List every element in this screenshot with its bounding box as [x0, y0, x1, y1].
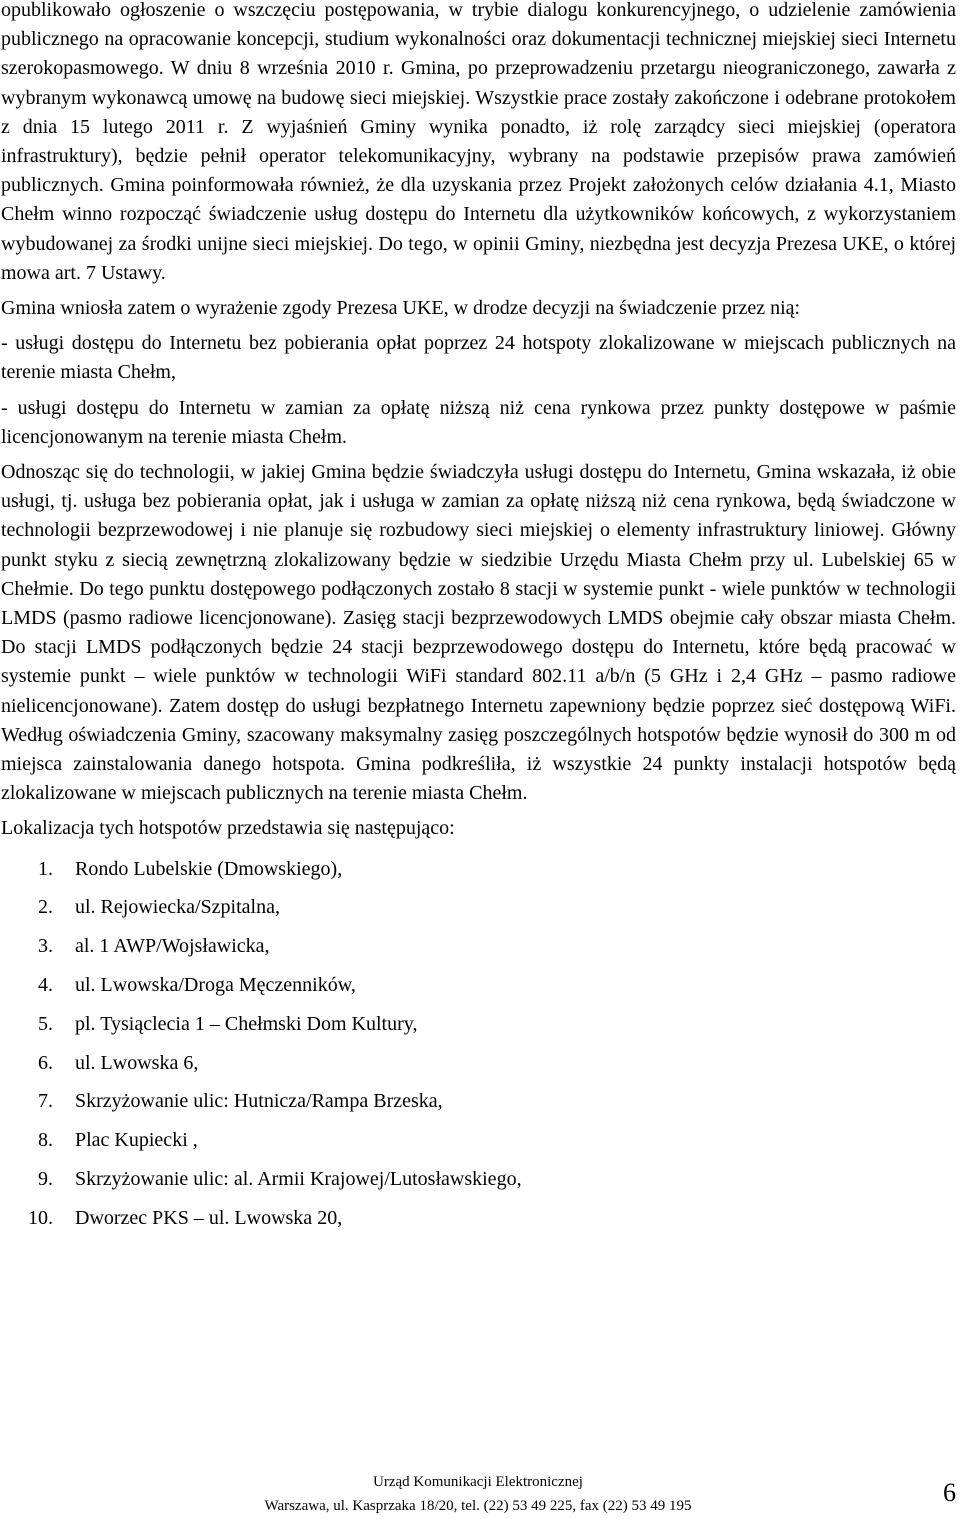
list-item-text: Skrzyżowanie ulic: Hutnicza/Rampa Brzeska,	[75, 1090, 443, 1113]
list-item-text: Skrzyżowanie ulic: al. Armii Krajowej/Lutosławskiego,	[75, 1168, 522, 1191]
list-item-number: 10.	[28, 1206, 53, 1229]
list-item-text: ul. Lwowska/Droga Męczenników,	[75, 974, 356, 997]
hotspot-location-list	[1, 850, 956, 1238]
list-item	[1, 850, 956, 889]
paragraph-technology: Odnosząc się do technologii, w jakiej Gmina będzie świadczyła usługi dostępu do Internetu, Gmina wskazała, iż obie usługi, tj. usługa bez pobierania opłat, jak i usługa w zamian za opłatę niższą niż cena rynkowa, będą świadczone w technologii bezprzewodowej i nie planuje się rozbudowy sieci miejskiej o elementy infrastruktury liniowej. Główny punkt styku z siecią zewnętrzną zlokalizowany będzie w siedzibie Urzędu Miasta Chełm przy ul. Lubelskiej 65 w Chełmie. Do tego punktu dostępowego podłączonych zostało 8 stacji w systemie punkt - wiele punktów w technologii LMDS (pasmo radiowe licencjonowane). Zasięg stacji bezprzewodowych LMDS obejmie cały obszar miasta Chełm. Do stacji LMDS podłączonych będzie 24 stacji bezprzewodowego dostępu do Internetu, które będą pracować w systemie punkt – wiele punktów w technologii WiFi standard 802.11 a/b/n (5 GHz i 2,4 GHz – pasmo radiowe nielicencjonowane). Zatem dostęp do usługi bezpłatnego Internetu zapewniony będzie poprzez sieć dostępową WiFi. Według oświadczenia Gminy, szacowany maksymalny zasięg poszczególnych hotspotów będzie wynosił do 300 m od miejsca zainstalowania danego hotspota. Gmina podkreśliła, iż wszystkie 24 punkty instalacji hotspotów będą zlokalizowane w miejscach publicznych na terenie miasta Chełm.	[1, 461, 956, 805]
footer-address: Warszawa, ul. Kasprzaka 18/20, tel. (22) 53 49 225, fax (22) 53 49 195	[264, 1498, 692, 1514]
list-item	[1, 927, 956, 966]
list-item-number: 1.	[38, 857, 53, 880]
list-item	[1, 1121, 956, 1160]
page-number: 6	[943, 1478, 956, 1507]
list-item	[1, 1199, 956, 1238]
list-item-number: 3.	[38, 935, 53, 958]
list-item	[1, 1082, 956, 1121]
paragraph-locations-intro: Lokalizacja tych hotspotów przedstawia się następująco:	[1, 817, 455, 840]
paragraph-procurement: opublikowało ogłoszenie o wszczęciu postępowania, w trybie dialogu konkurencyjnego, o udzielenie zamówienia publicznego na opracowanie koncepcji, studium wykonalności oraz dokumentacji technicznej miejskiej sieci Internetu szerokopasmowego. W dniu 8 września 2010 r. Gmina, po przeprowadzeniu przetargu nieograniczonego, zawarła z wybranym wykonawcą umowę na budowę sieci miejskiej. Wszystkie prace zostały zakończone i odebrane protokołem z dnia 15 lutego 2011 r. Z wyjaśnień Gminy wynika ponadto, iż rolę zarządcy sieci miejskiej (operatora infrastruktury), będzie pełnił operator telekomunikacyjny, wybrany na podstawie przepisów prawa zamówień publicznych. Gmina poinformowała również, że dla uzyskania przez Projekt założonych celów działania 4.1, Miasto Chełm winno rozpocząć świadczenie usług dostępu do Internetu dla użytkowników końcowych, z wykorzystaniem wybudowanej za środki unijne sieci miejskiej. Do tego, w opinii Gminy, niezbędna jest decyzja Prezesa UKE, o której mowa art. 7 Ustawy.	[1, 0, 956, 284]
list-item-number: 4.	[38, 974, 53, 997]
list-item	[1, 1160, 956, 1199]
paragraph-request: Gmina wniosła zatem o wyrażenie zgody Prezesa UKE, w drodze decyzji na świadczenie przez nią:	[1, 297, 801, 320]
list-item-text: Plac Kupiecki ,	[75, 1129, 198, 1152]
page-footer	[0, 1473, 960, 1519]
list-item-number: 8.	[38, 1129, 53, 1152]
list-item-text: Dworzec PKS – ul. Lwowska 20,	[75, 1206, 343, 1229]
list-item-number: 2.	[38, 896, 53, 919]
paragraph-free-service: - usługi dostępu do Internetu bez pobierania opłat poprzez 24 hotspoty zlokalizowane w miejscach publicznych na terenie miasta Chełm,	[1, 332, 956, 384]
list-item-number: 7.	[38, 1090, 53, 1113]
list-item	[1, 966, 956, 1005]
paragraph-paid-service: - usługi dostępu do Internetu w zamian za opłatę niższą niż cena rynkowa przez punkty dostępowe w paśmie licencjonowanym na terenie miasta Chełm.	[1, 396, 956, 448]
list-item	[1, 888, 956, 927]
list-item-text: Rondo Lubelskie (Dmowskiego),	[75, 857, 343, 880]
document-body	[1, 0, 956, 1238]
footer-institution: Urząd Komunikacji Elektronicznej	[373, 1474, 583, 1490]
list-item-number: 5.	[38, 1012, 53, 1035]
list-item-text: al. 1 AWP/Wojsławicka,	[75, 935, 270, 958]
list-item-number: 6.	[38, 1051, 53, 1074]
list-item	[1, 1044, 956, 1083]
list-item-text: ul. Rejowiecka/Szpitalna,	[75, 896, 280, 919]
list-item	[1, 1005, 956, 1044]
list-item-number: 9.	[38, 1168, 53, 1191]
list-item-text: ul. Lwowska 6,	[75, 1051, 199, 1074]
list-item-text: pl. Tysiąclecia 1 – Chełmski Dom Kultury,	[75, 1012, 418, 1035]
